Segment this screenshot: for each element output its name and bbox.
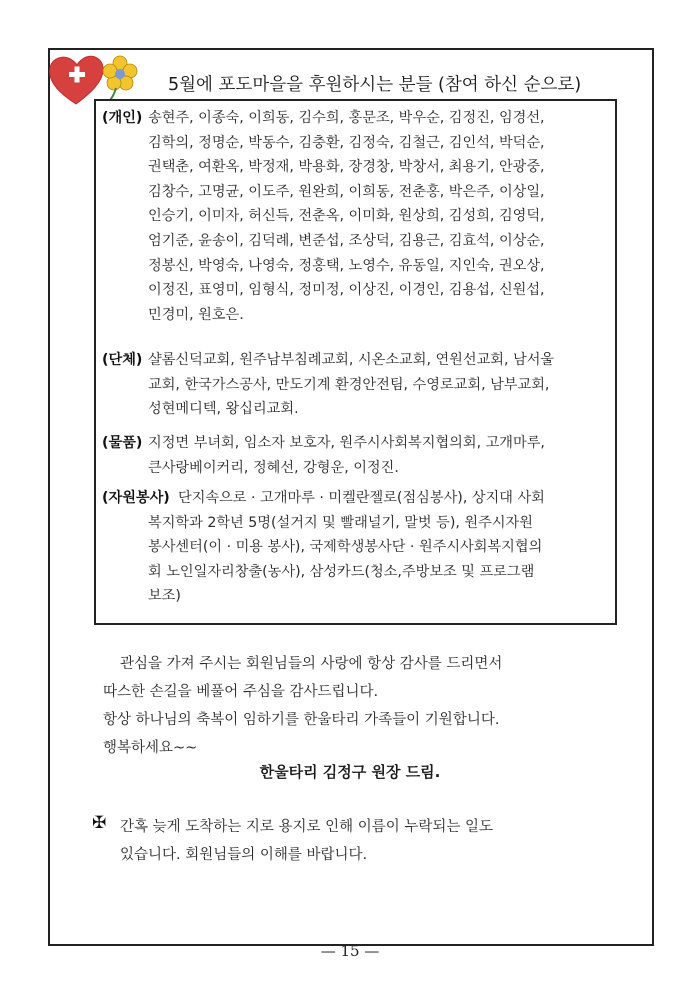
note-line: 간혹 늦게 도착하는 지로 용지로 인해 이름이 누락되는 일도	[120, 819, 494, 835]
message-line: 행복하세요~~	[103, 740, 198, 756]
individual-line: 민경미, 원호은.	[148, 306, 244, 323]
individual-line: 엄기준, 윤송이, 김덕례, 변준섭, 조상덕, 김용근, 김효석, 이상순,	[148, 233, 545, 249]
message-line: 항상 하나님의 축복이 임하기를 한울타리 가족들이 기원합니다.	[103, 712, 500, 728]
group-line: 교회, 한국가스공사, 만도기계 환경안전팀, 수영로교회, 남부교회,	[148, 376, 550, 393]
group-label: (단체)	[102, 352, 143, 368]
group-line: 샬롬신덕교회, 원주남부침례교회, 시온소교회, 연원선교회, 남서울	[148, 352, 555, 368]
goods-line: 지정면 부녀회, 임소자 보호자, 원주시사회복지협의회, 고개마루,	[148, 435, 545, 451]
group-line: 성현메디텍, 왕십리교회.	[148, 401, 299, 418]
volunteer-line: 봉사센터(이 · 미용 봉사), 국제학생봉사단 · 원주시사회복지협의	[148, 539, 543, 556]
volunteer-line: 단지속으로 · 고개마루 · 미켈란젤로(점심봉사), 상지대 사회	[178, 490, 545, 506]
note-line: 있습니다. 회원님들의 이해를 바랍니다.	[120, 847, 368, 863]
signature: 한울타리 김정구 원장 드림.	[259, 763, 441, 781]
individual-line: 김창수, 고명균, 이도주, 원완희, 이희동, 전춘홍, 박은주, 이상일,	[148, 183, 545, 200]
donor-list-box	[94, 99, 617, 625]
individual-label: (개인)	[102, 110, 143, 126]
volunteer-label: (자원봉사)	[102, 490, 170, 506]
volunteer-line: 복지학과 2학년 5명(설거지 및 빨래널기, 말벗 등), 원주시자원	[148, 514, 533, 531]
individual-line: 정봉신, 박영숙, 나영숙, 정홍택, 노영수, 유동일, 지인숙, 권오상,	[148, 257, 545, 274]
page-title: 5월에 포도마을을 후원하시는 분들 (참여 하신 순으로)	[168, 75, 582, 95]
message-line: 따스한 손길을 베풀어 주심을 감사드립니다.	[103, 684, 379, 700]
volunteer-line: 보조)	[148, 588, 181, 605]
page-number: — 15 —	[320, 942, 380, 960]
individual-line: 김학의, 정명순, 박동수, 김충환, 김정숙, 김철근, 김인석, 박덕순,	[148, 134, 545, 151]
goods-label: (물품)	[102, 435, 143, 451]
volunteer-line: 회 노인일자리창출(농사), 삼성카드(청소,주방보조 및 프로그램	[148, 563, 535, 580]
goods-line: 큰사랑베이커리, 정혜선, 강형운, 이정진.	[148, 459, 399, 476]
note-mark-icon: ✠	[92, 813, 107, 833]
individual-line: 권택춘, 여환옥, 박정재, 박용화, 장경창, 박창서, 최용기, 안광중,	[148, 159, 545, 176]
message-line: 관심을 가져 주시는 회원님들의 사랑에 항상 감사를 드리면서	[120, 656, 503, 672]
individual-line: 송현주, 이종숙, 이희동, 김수희, 홍문조, 박우순, 김정진, 임경선,	[148, 110, 545, 126]
individual-line: 이정진, 표영미, 임형식, 정미정, 이상진, 이경인, 김용섭, 신원섭,	[148, 282, 545, 299]
individual-line: 인승기, 이미자, 허신득, 전춘옥, 이미화, 원상희, 김성희, 김영덕,	[148, 208, 545, 225]
